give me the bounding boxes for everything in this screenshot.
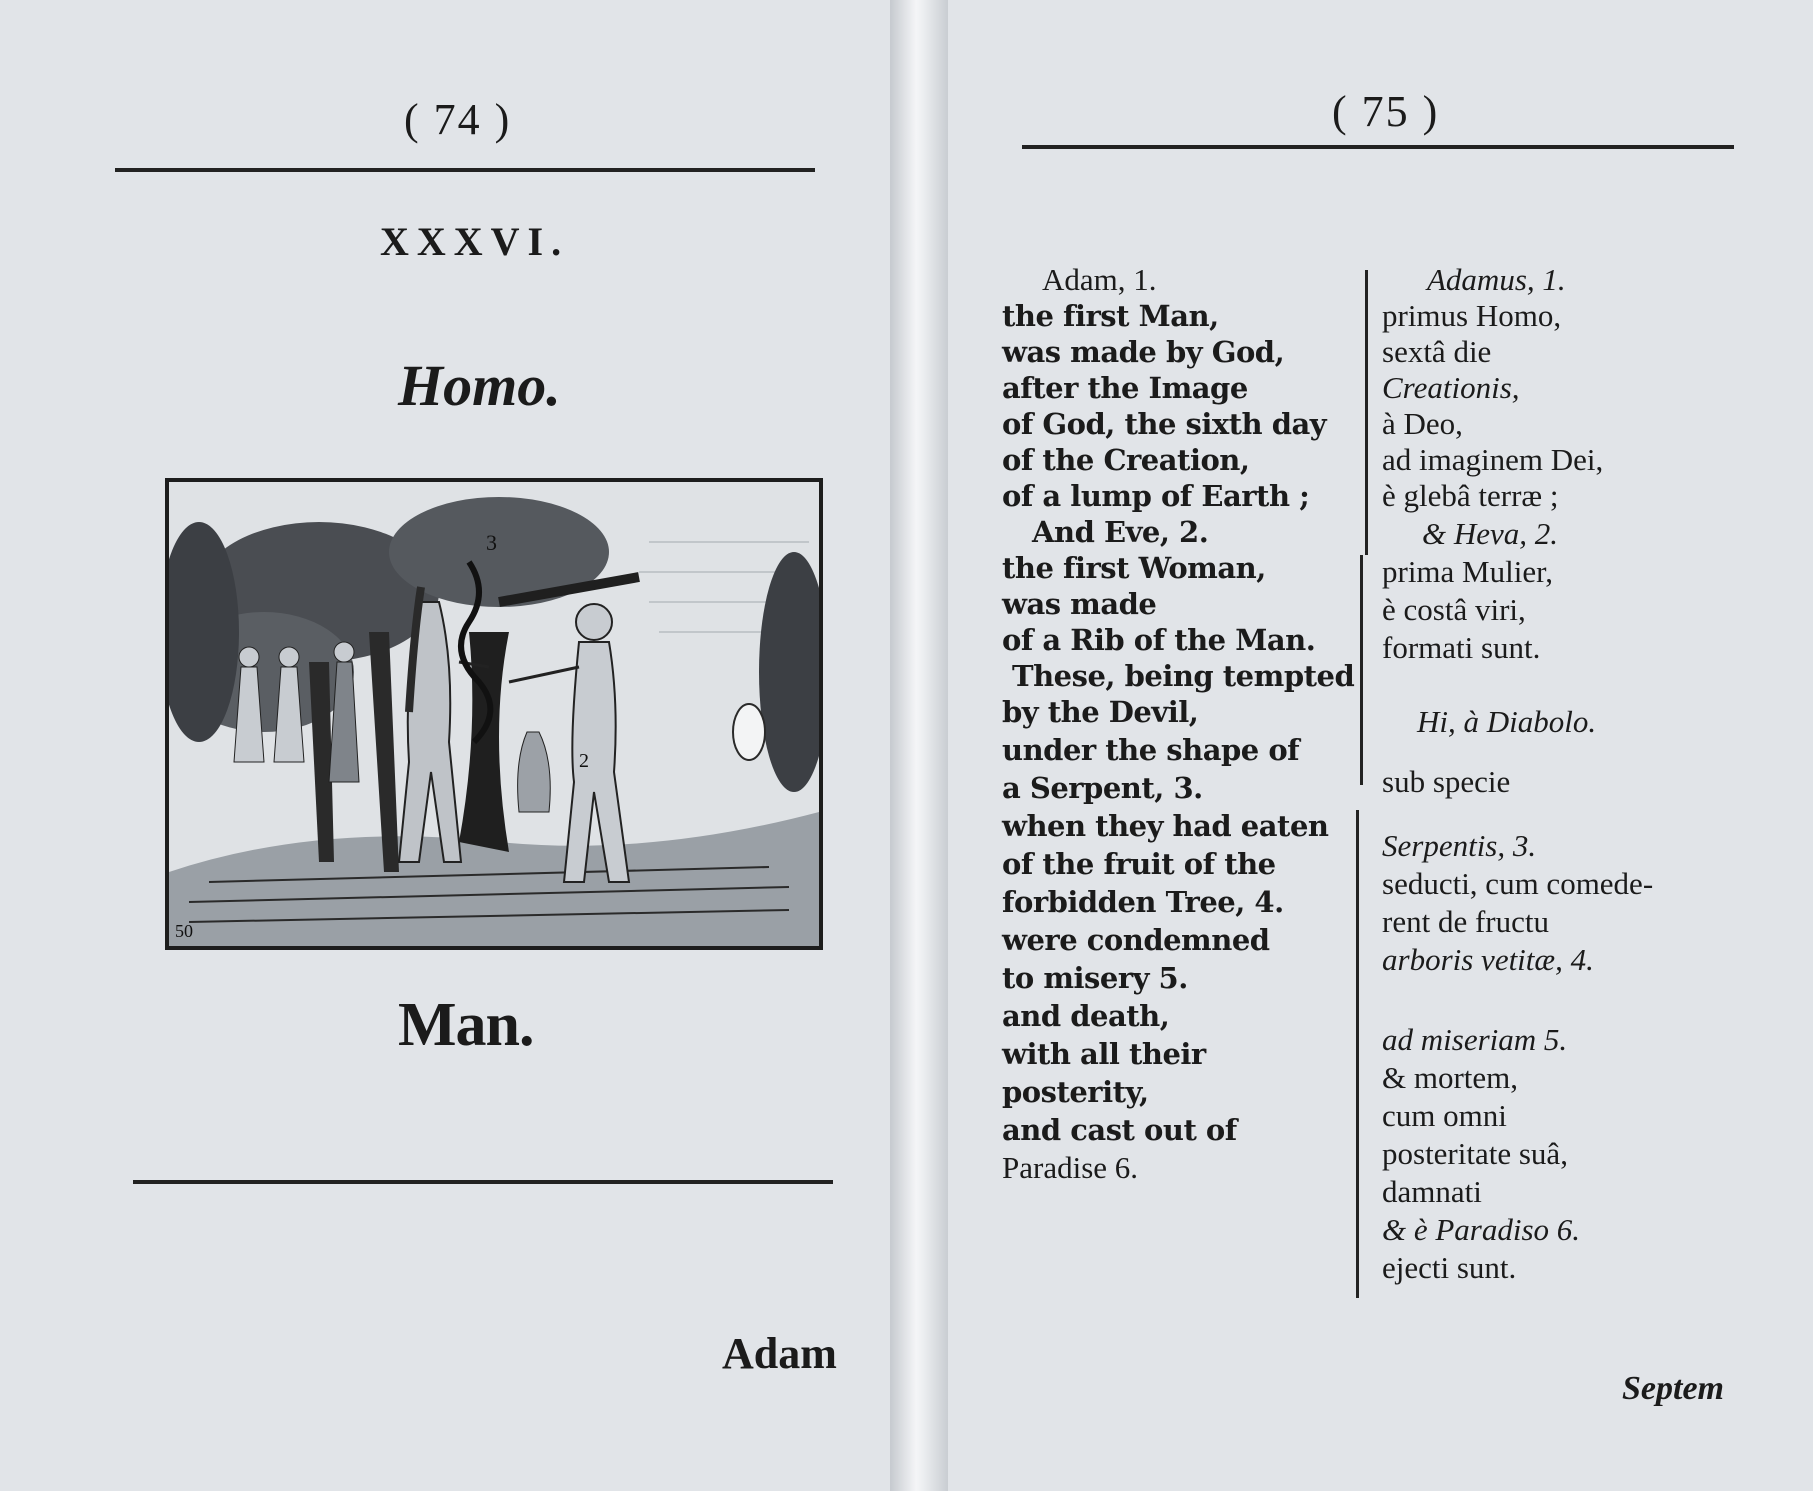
latin-line: Adamus, 1.: [1427, 262, 1566, 297]
english-line: under the shape of: [1002, 733, 1300, 767]
english-line: the first Man,: [1002, 299, 1219, 333]
latin-line: ad imaginem Dei,: [1382, 442, 1604, 477]
english-line: of the Creation,: [1002, 443, 1250, 477]
english-line: These, being tempted: [1012, 659, 1355, 693]
english-line: was made by God,: [1002, 335, 1285, 369]
woodcut-numeral-3: 3: [486, 530, 497, 555]
woodcut-illustration: [165, 478, 823, 950]
english-line: And Eve, 2.: [1032, 515, 1209, 549]
english-line: Adam, 1.: [1042, 262, 1157, 297]
english-line: of a Rib of the Man.: [1002, 623, 1316, 657]
latin-line: ejecti sunt.: [1382, 1250, 1517, 1285]
latin-line: formati sunt.: [1382, 630, 1541, 665]
latin-line: damnati: [1382, 1174, 1482, 1209]
english-line: was made: [1002, 587, 1157, 621]
english-line: the first Woman,: [1002, 551, 1266, 585]
english-line: of the fruit of the: [1002, 847, 1276, 881]
page-number-left: ( 74 ): [404, 95, 512, 144]
latin-line: ad miseriam 5.: [1382, 1022, 1568, 1057]
section-numeral: XXXVI.: [380, 219, 570, 264]
woodcut-numeral-50: 50: [175, 921, 193, 941]
latin-title: Homo.: [398, 353, 561, 418]
catchword-right: Septem: [1622, 1370, 1724, 1407]
english-line: with all their: [1002, 1037, 1206, 1071]
english-line: were condemned: [1002, 923, 1270, 957]
column-divider-lower: [1356, 810, 1359, 1298]
english-line: when they had eaten: [1002, 809, 1329, 843]
header-rule-left: [115, 168, 815, 172]
latin-line: seducti, cum comede-: [1382, 866, 1654, 901]
english-line: posterity,: [1002, 1075, 1149, 1109]
catchword-left: Adam: [722, 1329, 837, 1378]
english-line: Paradise 6.: [1002, 1150, 1139, 1185]
english-title: Man.: [398, 991, 534, 1059]
english-line: of God, the sixth day: [1002, 407, 1327, 441]
english-line: by the Devil,: [1002, 695, 1199, 729]
latin-line: è glebâ terræ ;: [1382, 478, 1559, 513]
latin-line: è costâ viri,: [1382, 592, 1526, 627]
english-line: and cast out of: [1002, 1113, 1237, 1147]
woodcut-numeral-2: 2: [579, 750, 589, 772]
english-line: to misery 5.: [1002, 961, 1188, 995]
english-line: and death,: [1002, 999, 1170, 1033]
page-number-right: ( 75 ): [1332, 87, 1440, 136]
english-line: a Serpent, 3.: [1002, 771, 1203, 805]
left-page: [0, 0, 890, 1491]
latin-line: prima Mulier,: [1382, 554, 1553, 589]
latin-line: & è Paradiso 6.: [1382, 1212, 1581, 1247]
book-gutter: [890, 0, 948, 1491]
latin-line: & Heva, 2.: [1422, 516, 1559, 551]
column-divider-middle: [1360, 555, 1363, 785]
latin-line: & mortem,: [1382, 1060, 1519, 1095]
latin-line: cum omni: [1382, 1098, 1507, 1133]
english-line: after the Image: [1002, 371, 1248, 405]
header-rule-right: [1022, 145, 1734, 149]
latin-line: posteritate suâ,: [1382, 1136, 1568, 1171]
latin-line: arboris vetitæ, 4.: [1382, 942, 1594, 977]
english-line: of a lump of Earth ;: [1002, 479, 1310, 513]
latin-line: Serpentis, 3.: [1382, 828, 1537, 863]
latin-line: Creationis,: [1382, 370, 1520, 405]
latin-line: primus Homo,: [1382, 298, 1562, 333]
latin-line: rent de fructu: [1382, 904, 1549, 939]
latin-line: Hi, à Diabolo.: [1417, 704, 1597, 739]
latin-line: sub specie: [1382, 764, 1511, 799]
latin-line: sextâ die: [1382, 334, 1492, 369]
english-line: forbidden Tree, 4.: [1002, 885, 1284, 919]
footer-rule-left: [133, 1180, 833, 1184]
latin-line: à Deo,: [1382, 406, 1463, 441]
column-divider-upper: [1365, 270, 1368, 555]
